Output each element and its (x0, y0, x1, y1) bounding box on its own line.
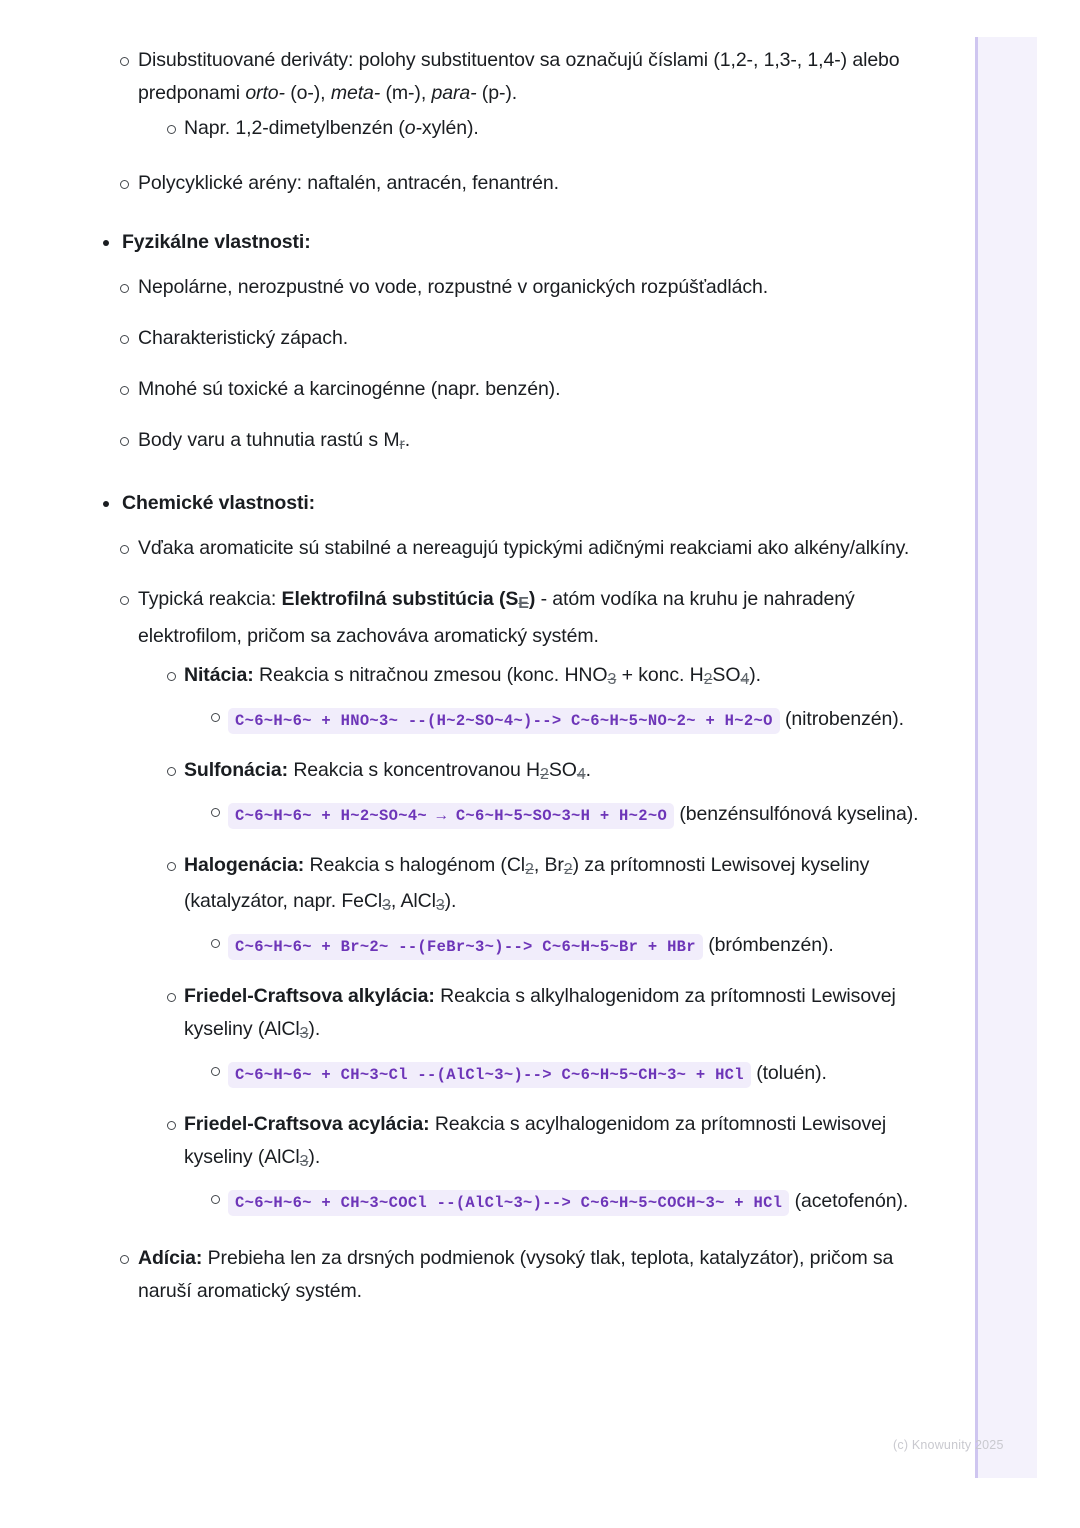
boiling-text-post: . (404, 429, 411, 451)
fc-acylacia-desc-post: ). (308, 1146, 321, 1169)
disubstituted-italic-orto: orto- (245, 82, 285, 104)
sulfonacia-desc-mid: SO (548, 758, 577, 781)
list-item-reaction-halogenacia (156, 849, 935, 965)
list-item-reaction-sulfonacia (156, 754, 935, 833)
nitracia-desc-mid-2: SO (712, 663, 741, 686)
list-item-sulfonacia-equation (200, 795, 935, 833)
list-item-reaction-fc-acylacia (156, 1108, 935, 1220)
list-item-reaction-nitracia (156, 659, 935, 738)
disubstituted-text-post: (p-). (476, 82, 518, 104)
napr-xylen-text-post: xylén). (421, 117, 479, 139)
toxicity-text: Mnohé sú toxické a karcinogénne (napr. benzén). (138, 378, 561, 400)
halogenacia-desc-mid-3: , AlCl (390, 890, 436, 913)
page-edge-strip (975, 37, 1037, 1478)
adicia-text: Prebieha len za drsných podmienok (vysoký tlak, teplota, katalyzátor), pričom sa naruší aromatický systém. (138, 1247, 894, 1302)
list-item-odor (108, 322, 935, 355)
napr-xylen-text-pre: Napr. 1,2-dimetylbenzén ( (184, 117, 405, 139)
disubstituted-sublist (138, 112, 935, 145)
halogenacia-code-list (184, 926, 935, 964)
list-item-typical-reaction (108, 583, 935, 1220)
nitracia-sub-3: 4 (740, 670, 750, 688)
list-item-boiling-point (108, 424, 935, 461)
copyright-watermark: (c) Knowunity 2025 (893, 1438, 1004, 1452)
list-item-reaction-fc-alkylacia (156, 980, 935, 1092)
sulfonacia-name: Sulfonácia: (184, 758, 288, 781)
fc-alkylacia-desc-post: ). (308, 1018, 321, 1041)
list-item-polycyclic (108, 167, 935, 200)
nitracia-name: Nitácia: (184, 663, 254, 686)
typical-bold-post: ) (528, 587, 536, 610)
disubstituted-text-pre: Disubstituované deriváty: polohy substituentov sa označujú číslami (1,2-, 1,3-, 1,4-) alebo predponami (138, 49, 900, 104)
stability-text: Vďaka aromaticite sú stabilné a nereagujú typickými adičnými reakciami ako alkény/alkíny. (138, 536, 910, 559)
physical-properties-list (92, 271, 935, 461)
fc-acylacia-code-tail: (acetofenón). (789, 1190, 909, 1212)
sulfonacia-code-tail: (benzénsulfónová kyselina). (674, 802, 919, 825)
disubstituted-italic-para: para- (431, 82, 477, 104)
list-item-fc-alkylacia-equation (200, 1054, 935, 1092)
nitracia-desc-pre: Reakcia s nitračnou zmesou (konc. HNO (253, 663, 608, 686)
fc-acylacia-sub-1: 3 (299, 1153, 309, 1170)
nitracia-code-list (184, 700, 935, 738)
heading-chemical-properties (92, 487, 935, 520)
nitracia-code-block[interactable]: C~6~H~6~ + HNO~3~ --(H~2~SO~4~)--> C~6~H~5~NO~2~ + H~2~O (228, 708, 780, 734)
fc-alkylacia-sub-1: 3 (299, 1025, 309, 1043)
physical-properties-section (92, 226, 935, 259)
aromatics-intro-list (92, 44, 935, 200)
halogenacia-desc-post: ). (444, 890, 457, 913)
fc-acylacia-code-list (184, 1182, 935, 1220)
nitracia-sub-2: 2 (703, 670, 713, 688)
list-item-nonpolar (108, 271, 935, 304)
typical-text-pre: Typická reakcia: (138, 587, 282, 610)
heading-physical-label: Fyzikálne vlastnosti: (122, 231, 311, 253)
heading-physical-properties (92, 226, 935, 259)
list-item-disubstituted (108, 44, 935, 145)
fc-acylacia-desc-pre: Reakcia s acylhalogenidom za prítomnosti Lewisovej kyseliny (AlCl (184, 1113, 887, 1169)
fc-alkylacia-code-tail: (toluén). (750, 1062, 827, 1085)
halogenacia-desc-pre: Reakcia s halogénom (Cl (304, 853, 526, 876)
typical-text-post: - atóm vodíka na kruhu je nahradený elektrofilom, pričom sa zachováva aromatický systém. (138, 587, 855, 647)
reactions-list (138, 659, 935, 1220)
list-item-fc-acylacia-equation (200, 1182, 935, 1220)
halogenacia-desc-mid: , Br (533, 853, 564, 876)
chemical-properties-list (92, 532, 935, 1308)
nitracia-desc-mid: + konc. H (616, 663, 704, 686)
halogenacia-sub-3: 3 (382, 897, 391, 915)
list-item-stability (108, 532, 935, 565)
list-item-nitracia-equation (200, 700, 935, 738)
sulfonacia-sub-1: 2 (540, 765, 549, 783)
nonpolar-text: Nepolárne, nerozpustné vo vode, rozpustné v organických rozpúšťadlách. (138, 276, 769, 298)
halogenacia-sub-1: 2 (525, 860, 534, 878)
fc-acylacia-name: Friedel-Craftsova acylácia: (184, 1113, 430, 1136)
typical-bold-pre: Elektrofilná substitúcia (S (281, 587, 519, 610)
sulfonacia-code-block[interactable]: C~6~H~6~ + H~2~SO~4~ → C~6~H~5~SO~3~H + H~2~O (228, 803, 674, 829)
boiling-text-pre: Body varu a tuhnutia rastú s M (138, 429, 400, 451)
halogenacia-sub-4: 3 (435, 897, 445, 915)
halogenacia-code-block[interactable]: C~6~H~6~ + Br~2~ --(FeBr~3~)--> C~6~H~5~Br + HBr (228, 934, 703, 960)
boiling-subscript-r: r (399, 435, 405, 453)
sulfonacia-desc-post: . (585, 758, 591, 781)
nitracia-sub-1: 3 (607, 670, 617, 688)
polycyclic-text: Polycyklické arény: naftalén, antracén, fenantrén. (138, 172, 559, 194)
typical-subscript-e: E (518, 594, 529, 612)
fc-acylacia-code-block[interactable]: C~6~H~6~ + CH~3~COCl --(AlCl~3~)--> C~6~H~5~COCH~3~ + HCl (228, 1190, 789, 1216)
list-item-halogenacia-equation (200, 926, 935, 964)
adicia-name: Adícia: (138, 1247, 203, 1269)
nitracia-desc-post: ). (749, 663, 761, 686)
list-item-toxicity (108, 373, 935, 406)
sulfonacia-code-list (184, 795, 935, 833)
halogenacia-sub-2: 2 (563, 860, 573, 878)
fc-alkylacia-desc-pre: Reakcia s alkylhalogenidom za prítomnosti Lewisovej kyseliny (AlCl (184, 985, 896, 1041)
list-item-napr-xylen (156, 112, 935, 145)
heading-chemical-label: Chemické vlastnosti: (122, 491, 316, 514)
sulfonacia-desc-pre: Reakcia s koncentrovanou H (288, 758, 541, 781)
napr-xylen-italic-o: o- (404, 117, 422, 139)
disubstituted-mid-1: (o-), (284, 82, 331, 104)
odor-text: Charakteristický zápach. (138, 327, 349, 349)
fc-alkylacia-name: Friedel-Craftsova alkylácia: (184, 985, 435, 1008)
nitracia-code-tail: (nitrobenzén). (779, 707, 904, 730)
sulfonacia-sub-2: 4 (576, 765, 586, 783)
disubstituted-italic-meta: meta- (330, 82, 381, 104)
fc-alkylacia-code-list (184, 1054, 935, 1092)
halogenacia-code-tail: (brómbenzén). (702, 934, 834, 957)
disubstituted-mid-2: (m-), (380, 82, 432, 104)
list-item-adicia (108, 1242, 935, 1308)
chemical-properties-section (92, 487, 935, 520)
fc-alkylacia-code-block[interactable]: C~6~H~6~ + CH~3~Cl --(AlCl~3~)--> C~6~H~5~CH~3~ + HCl (228, 1062, 751, 1088)
halogenacia-name: Halogenácia: (184, 853, 305, 876)
halogenacia-desc-mid-2: ) za prítomnosti Lewisovej kyseliny (katalyzátor, napr. FeCl (184, 853, 870, 913)
